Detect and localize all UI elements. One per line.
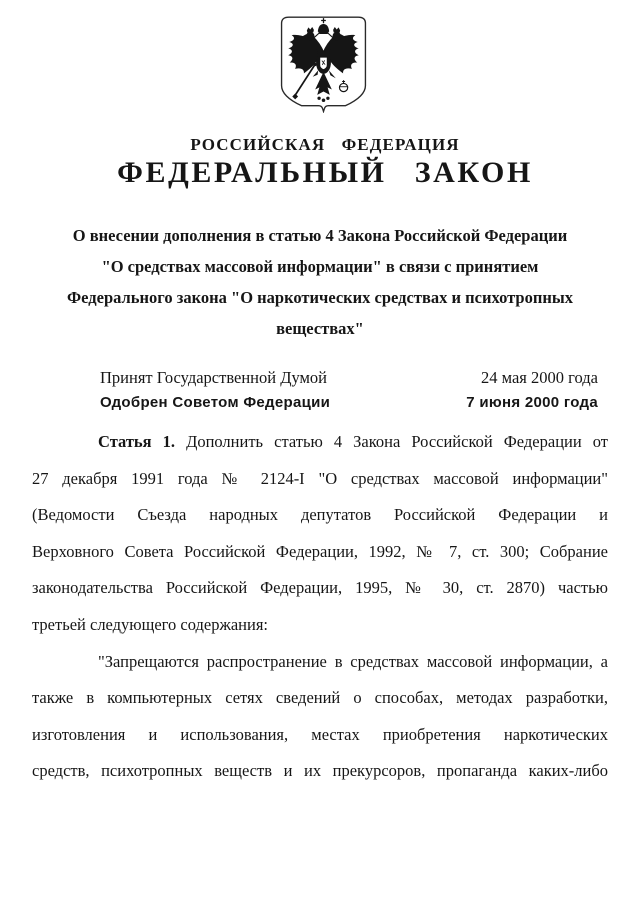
adopted-by-duma-label: Принят Государственной Думой bbox=[100, 368, 328, 387]
document-type-heading: ФЕДЕРАЛЬНЫЙ ЗАКОН bbox=[117, 156, 533, 189]
body-line: законодательства Российской Федерации, 1995, № 30, ст. 2870) частью bbox=[32, 578, 608, 598]
law-title-line-1: О внесении дополнения в статью 4 Закона Российской Федерации bbox=[72, 226, 568, 245]
law-title-line-2: "О средствах массовой информации" в связи с принятием bbox=[101, 257, 539, 276]
adoption-block bbox=[100, 366, 598, 415]
article-1-label: Статья 1. bbox=[98, 432, 176, 451]
law-title-line-4: веществах" bbox=[276, 319, 364, 338]
coat-of-arms bbox=[280, 16, 367, 113]
body-line: 27 декабря 1991 года № 2124-I "О средствах массовой информации" bbox=[32, 468, 608, 488]
body-line: также в компьютерных сетях сведений о способах, методах разработки, bbox=[32, 688, 608, 708]
body-line: третьей следующего содержания: bbox=[32, 614, 269, 634]
body-line-article-1 bbox=[32, 424, 608, 461]
law-title bbox=[20, 220, 620, 344]
body-line: Верховного Совета Российской Федерации, 1992, № 7, ст. 300; Собрание bbox=[32, 541, 608, 561]
body-line: (Ведомости Съезда народных депутатов Российской Федерации и bbox=[32, 505, 608, 525]
law-title-line-3: Федерального закона "О наркотических средствах и психотропных bbox=[67, 288, 573, 307]
body-line: изготовления и использования, местах приобретения наркотических bbox=[32, 724, 608, 744]
article-1-first-line-text: Дополнить статью 4 Закона Российской Федерации от bbox=[175, 432, 608, 451]
law-body bbox=[32, 424, 608, 790]
approved-by-federation-council-date: 7 июня 2000 года bbox=[466, 393, 598, 411]
double-headed-eagle-icon bbox=[280, 16, 367, 113]
body-line: средств, психотропных веществ и их прекурсоров, пропаганда каких-либо bbox=[32, 761, 608, 781]
adopted-by-duma-row bbox=[100, 366, 598, 391]
adopted-by-duma-date: 24 мая 2000 года bbox=[481, 368, 598, 387]
body-line: "Запрещаются распространение в средствах массовой информации, а bbox=[98, 651, 608, 671]
country-heading: РОССИЙСКАЯ ФЕДЕРАЦИЯ bbox=[190, 135, 460, 154]
approved-by-federation-council-label: Одобрен Советом Федерации bbox=[100, 393, 331, 411]
approved-by-federation-council-row bbox=[100, 391, 598, 416]
